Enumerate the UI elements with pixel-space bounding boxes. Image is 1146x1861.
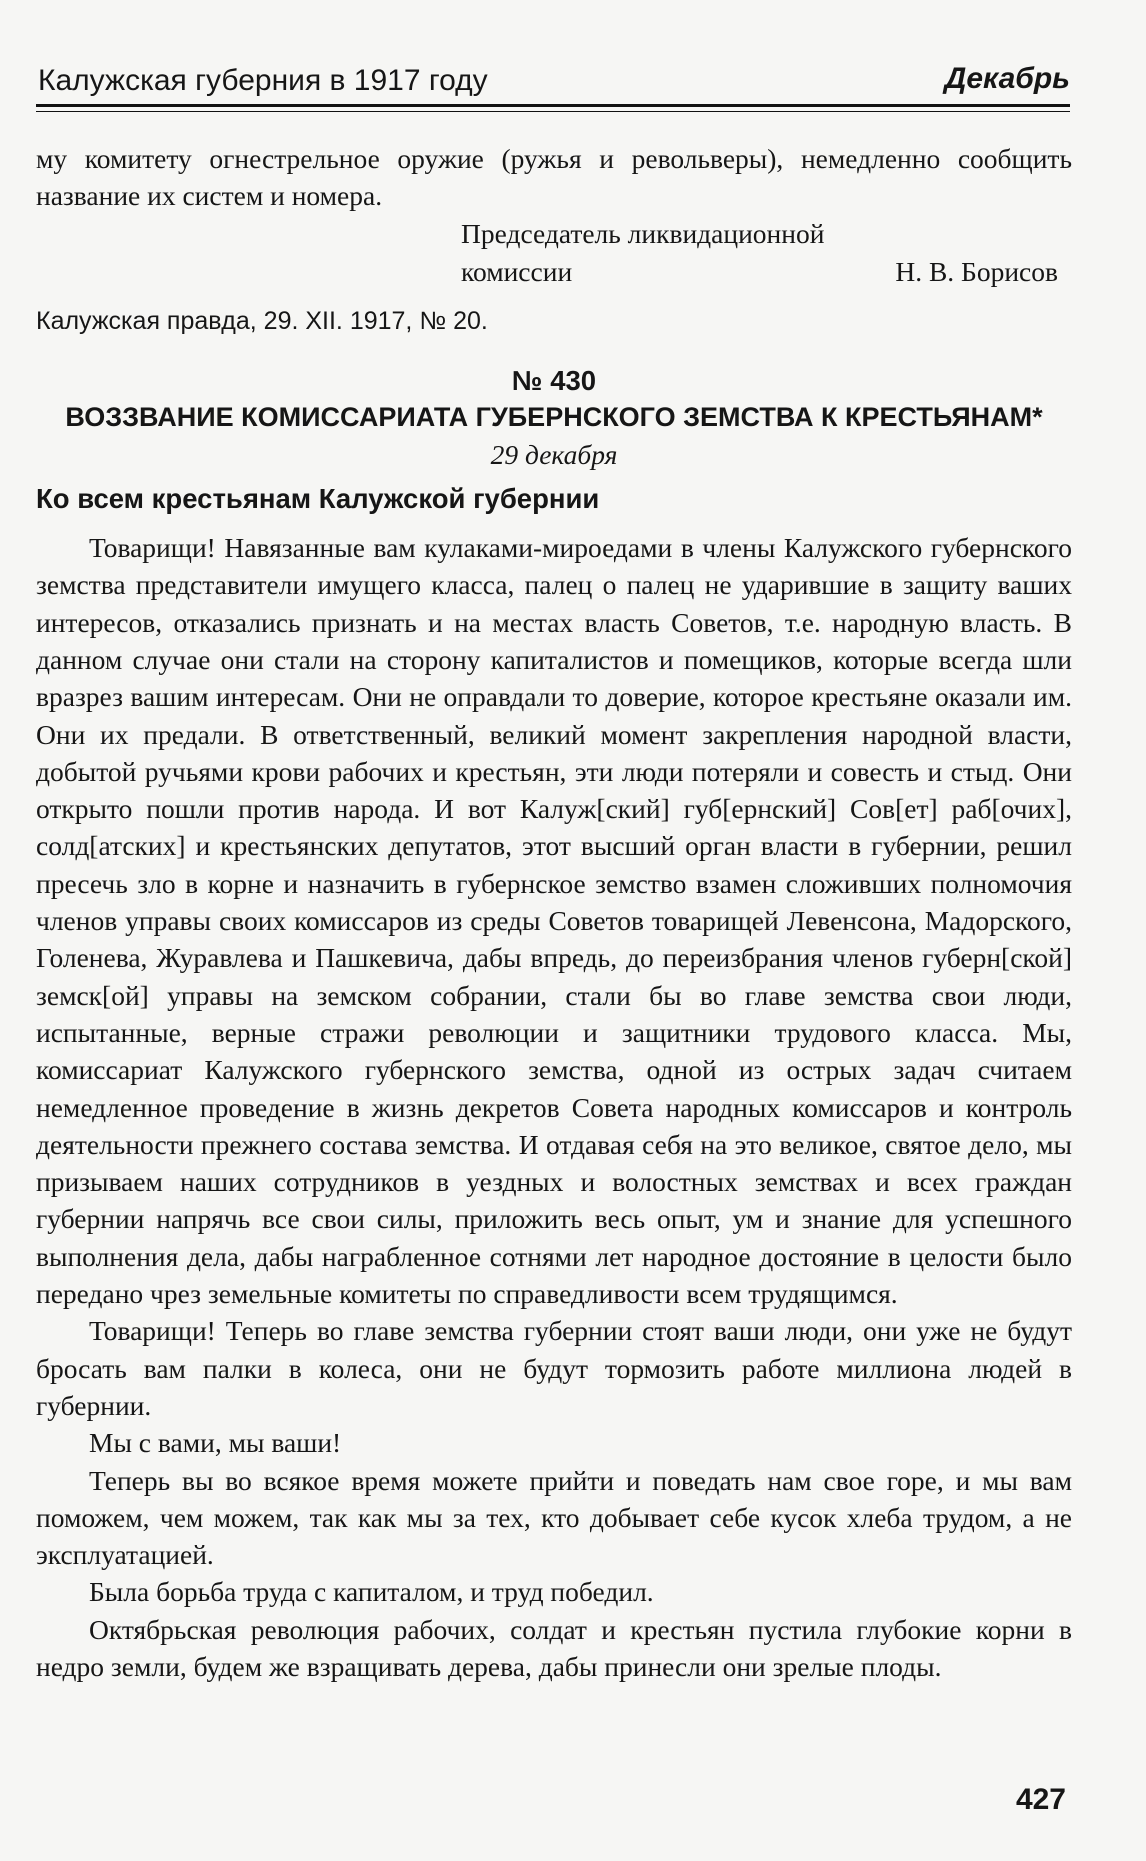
intro-text: му комитету огнестрельное оружие (ружья и револьверы), немедленно сообщить название их систем и номера. bbox=[36, 143, 1072, 212]
body-paragraph: Товарищи! Навязанные вам кулаками-мироедами в члены Калужского губернского земства представители имущего класса, палец о палец не ударившие в защиту ваших интересов, отказались признать и на местах власть Советов, т.е. народную власть. В данном случае они стали на сторону капиталистов и помещиков, которые всегда шли вразрез вашим интересам. Они не оправдали то доверие, которое крестьяне оказали им. Они их предали. В ответственный, великий момент закрепления народной власти, добытой ручьями крови рабочих и крестьян, эти люди потеряли и совесть и стыд. Они открыто пошли против народа. И вот Калуж[ский] губ[ернский] Сов[ет] раб[очих], солд[атских] и крестьянских депутатов, этот высший орган власти в губернии, решил пресечь зло в корне и назначить в губернское земство взамен сложивших полномочия членов управы своих комиссаров из среды Советов товарищей Левенсона, Мадорского, Голенева, Журавлева и Пашкевича, дабы впредь, до переизбрания членов губерн[ской] земск[ой] управы на земском собрании, стали бы во главе земства свои люди, испытанные, верные стражи революции и защитники трудового класса. Мы, комиссариат Калужского губернского земства, одной из острых задач считаем немедленное проведение в жизнь декретов Совета народных комиссаров и контроль деятельности прежнего состава земства. И отдавая себя на это великое, святое дело, мы призываем наших сотрудников в уездных и волостных земствах и всех граждан губернии напрячь все свои силы, приложить весь опыт, ум и знание для успешного выполнения дела, дабы награбленное сотнями лет народное достояние в целости было передано чрез земельные комитеты по справедливости всем трудящимся. bbox=[36, 532, 1072, 1310]
body-paragraph: Была борьба труда с капиталом, и труд победил. bbox=[89, 1576, 654, 1608]
running-header-title: Калужская губерния в 1917 году bbox=[38, 64, 488, 97]
body-paragraph: Теперь вы во всякое время можете прийти и поведать нам свое горе, и мы вам поможем, чем можем, так как мы за тех, кто добывает себе кусок хлеба трудом, а не эксплуатацией. bbox=[36, 1464, 1072, 1571]
header-rule-thick bbox=[36, 104, 1070, 107]
header-rule-thin bbox=[36, 111, 1070, 112]
signature-block bbox=[36, 215, 1072, 291]
signature-name: Н. В. Борисов bbox=[895, 255, 1058, 287]
body-paragraph: Октябрьская революция рабочих, солдат и крестьян пустила глубокие корни в недро земли, будем же взращивать дерева, дабы принесли они зрелые плоды. bbox=[36, 1613, 1072, 1682]
body-paragraph: Мы с вами, мы ваши! bbox=[89, 1427, 342, 1459]
running-header-month: Декабрь bbox=[944, 62, 1070, 95]
document-number: № 430 bbox=[511, 364, 597, 396]
document-title: ВОЗЗВАНИЕ КОМИССАРИАТА ГУБЕРНСКОГО ЗЕМСТВА К КРЕСТЬЯНАМ* bbox=[65, 402, 1043, 433]
page-number: 427 bbox=[1015, 1783, 1066, 1816]
body-paragraph: Товарищи! Теперь во главе земства губернии стоят ваши люди, они уже не будут бросать вам палки в колеса, они не будут тормозить работе миллиона людей в губернии. bbox=[36, 1315, 1072, 1421]
signature-title-line1: Председатель ликвидационной bbox=[461, 217, 825, 249]
source-citation: Калужская правда, 29. XII. 1917, № 20. bbox=[36, 306, 488, 335]
document-address: Ко всем крестьянам Калужской губернии bbox=[36, 482, 600, 514]
signature-title-line2: комиссии bbox=[461, 255, 573, 287]
page-content bbox=[36, 140, 1072, 1685]
document-date: 29 декабря bbox=[490, 439, 618, 471]
